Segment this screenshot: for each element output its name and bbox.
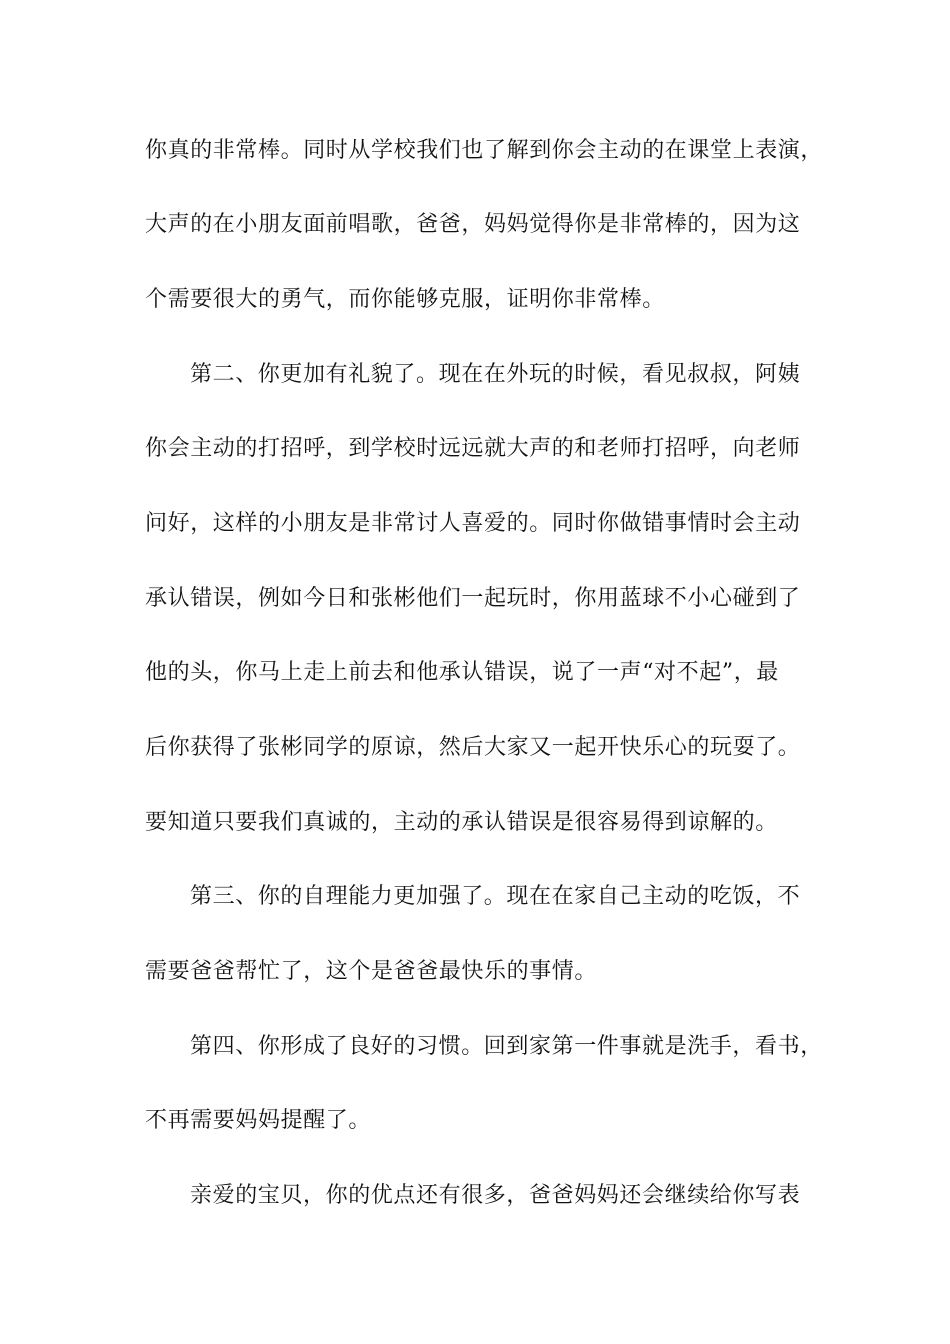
paragraph-2-start: 第二、你更加有礼貌了。现在在外玩的时候，看见叔叔，阿姨 (190, 362, 801, 387)
paragraph-4-start: 第四、你形成了良好的习惯。回到家第一件事就是洗手，看书， (190, 1034, 823, 1059)
text-line-6: 问好，这样的小朋友是非常讨人喜爱的。同时你做错事情时会主动 (145, 511, 801, 536)
text-line-14: 不再需要妈妈提醒了。 (145, 1108, 372, 1133)
paragraph-3-start: 第三、你的自理能力更加强了。现在在家自己主动的吃饭，不 (190, 884, 801, 909)
text-line-7: 承认错误，例如今日和张彬他们一起玩时，你用蓝球不小心碰到了 (145, 586, 801, 611)
text-line-10: 要知道只要我们真诚的，主动的承认错误是很容易得到谅解的。 (145, 810, 778, 835)
text-line-8: 他的头，你马上走上前去和他承认错误，说了一声“对不起”，最 (145, 660, 779, 685)
text-line-12: 需要爸爸帮忙了，这个是爸爸最快乐的事情。 (145, 959, 598, 984)
text-line-9: 后你获得了张彬同学的原谅，然后大家又一起开快乐心的玩耍了。 (145, 735, 801, 760)
text-line-1: 你真的非常棒。同时从学校我们也了解到你会主动的在课堂上表演， (145, 138, 824, 163)
paragraph-5-start: 亲爱的宝贝，你的优点还有很多，爸爸妈妈还会继续给你写表 (190, 1183, 801, 1208)
text-line-3: 个需要很大的勇气，而你能够克服，证明你非常棒。 (145, 287, 665, 312)
text-line-5: 你会主动的打招呼，到学校时远远就大声的和老师打招呼，向老师 (145, 436, 801, 461)
text-line-2: 大声的在小朋友面前唱歌，爸爸，妈妈觉得你是非常棒的，因为这 (145, 212, 801, 237)
